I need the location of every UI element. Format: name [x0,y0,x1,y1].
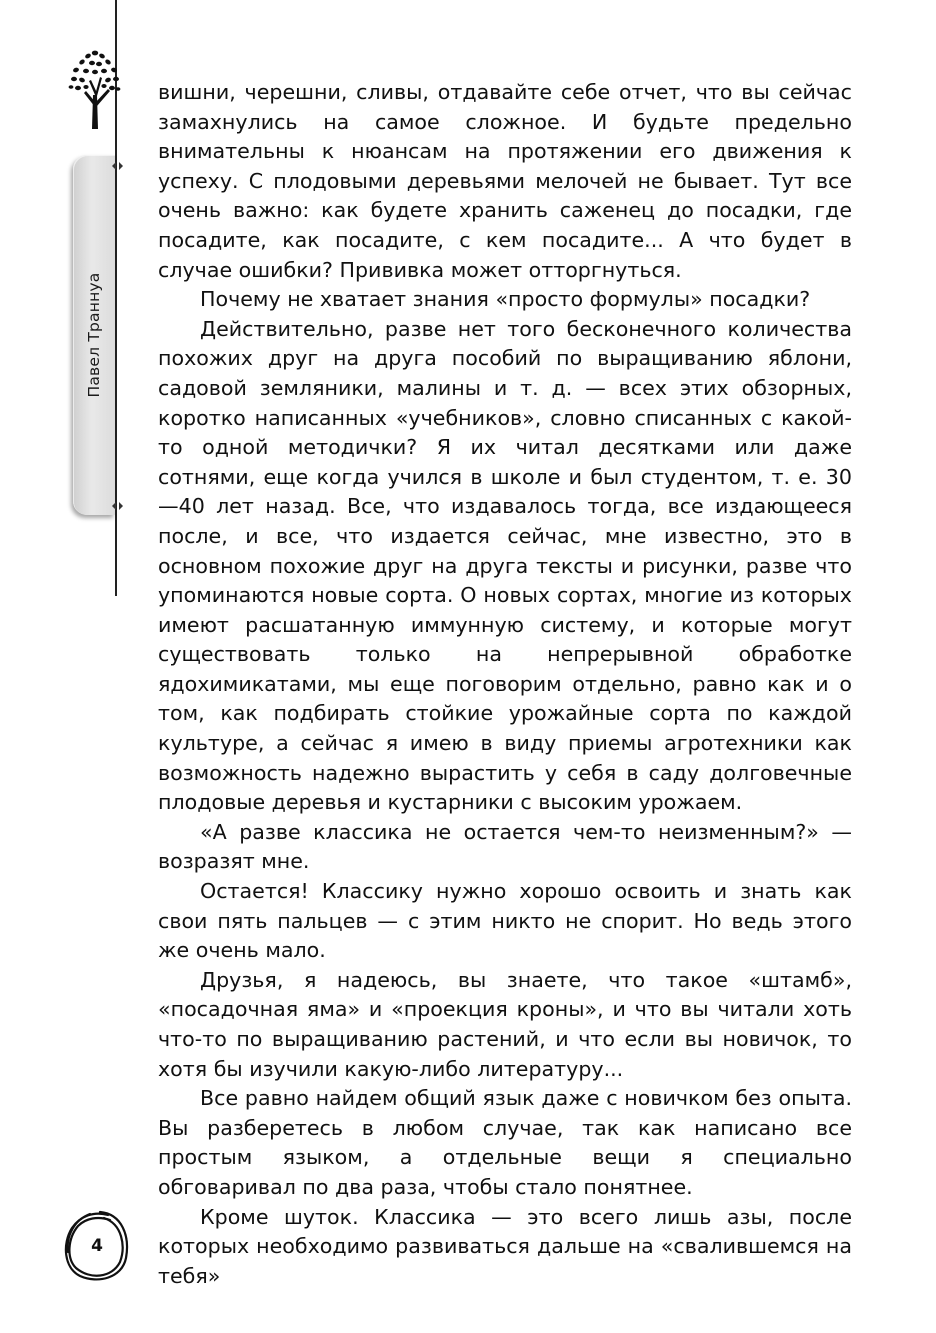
paragraph: Друзья, я надеюсь, вы знаете, что такое «штамб», «посадочная яма» и «проекция кроны», и что вы читали хоть что-то по выращиванию растений, и что если вы новичок, то хотя бы изучили какую-либо литературу... [158,967,852,1081]
paragraph: Действительно, разве нет того бесконечного количества похожих друг на друга пособий по выращиванию яблони, садовой земляники, малины и т. д. — всех этих обзорных, коротко написанных «учебников», словно списанных с какой-то одной методички? Я их читал десятками или даже сотнями, еще когда учился в школе и был студентом, т. е. 30—40 лет назад. Все, что издавалось тогда, все издающееся после, и все, что издается сейчас, мне известно, это в основном похожие друг на друга тексты и рисунки, разве что упоминаются новые сорта. О новых сортах, многие из которых имеют расшатанную иммунную систему, и которые могут существовать только на непрерывной обработке ядохимикатами, мы еще поговорим отдельно, равно как и о том, как подбирать стойкие урожайные сорта по каждой культуре, а сейчас я имею в виду приемы агротехники как возможность надежно вырастить у себя в саду долговечные плодовые деревья и кустарники с высоким урожаем. [158,316,852,815]
body-text [158,78,852,1291]
paragraph: Все равно найдем общий язык даже с новичком без опыта. Вы разберетесь в любом случае, так как написано все простым языком, а отдельные вещи я специально обговаривал по два раза, чтобы стало понятнее. [158,1086,852,1199]
paragraph: вишни, черешни, сливы, отдавайте себе отчет, что вы сейчас замахнулись на самое сложное. И будьте предельно внимательны к нюансам на протяжении его движения к успеху. С плодовыми деревьями мелочей не бывает. Тут все очень важно: как будете хранить саженец до посадки, где посадите, как посадите, с кем посадите... А что будет в случае ошибки? Прививка может отторгнуться. [158,80,852,282]
paragraph: Кроме шуток. Классика — это всего лишь азы, после которых необходимо развиваться дальше на «свалившемся на тебя» [158,1204,852,1288]
tree-icon [66,45,124,129]
page-number: 4 [91,1236,103,1256]
paragraph: Почему не хватает знания «просто формулы» посадки? [200,287,811,312]
paragraph: Остается! Классику нужно хорошо освоить и знать как свои пять пальцев — с этим никто не спорит. Но ведь этого же очень мало. [158,879,852,963]
page-number-badge [60,1206,134,1286]
author-name: Павел Траннуа [85,272,103,398]
tab-marker-icon [112,502,123,510]
paragraph: «А разве классика не остается чем-то неизменным?» — возразят мне. [158,819,852,874]
tab-marker-icon [112,162,123,170]
